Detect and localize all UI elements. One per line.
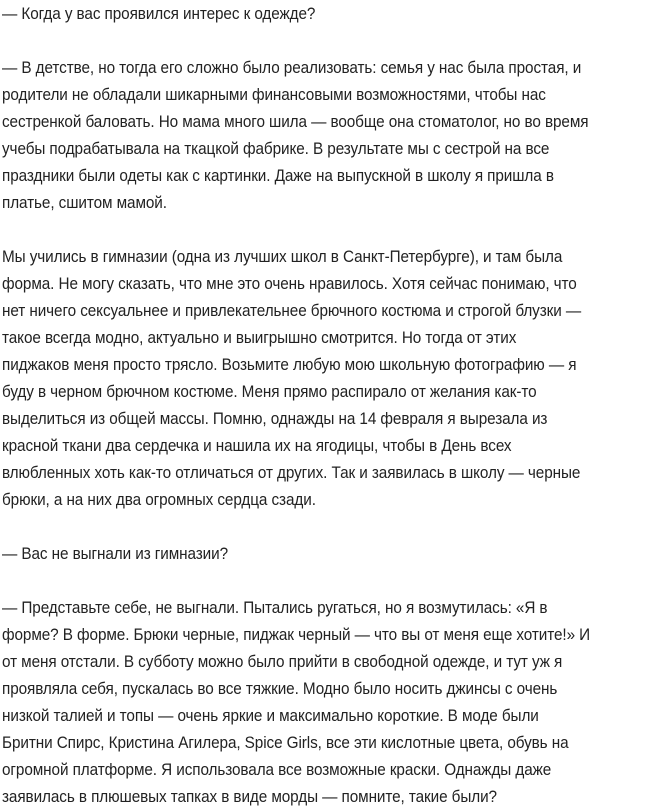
- text-line: нет ничего сексуальнее и привлекательнее брючного костюма и строгой блузки —: [2, 301, 582, 320]
- text-line: Бритни Спирс, Кристина Агилера, Spice Girls, все эти кислотные цвета, обувь на: [2, 733, 569, 752]
- text-line: форма. Не могу сказать, что мне это очень нравилось. Хотя сейчас понимаю, что: [2, 274, 577, 293]
- text-line: — Представьте себе, не выгнали. Пытались ругаться, но я возмутилась: «Я в: [2, 598, 548, 617]
- text-line: проявляла себя, пускалась во все тяжкие. Модно было носить джинсы с очень: [2, 679, 558, 698]
- question-paragraph: [2, 0, 670, 27]
- question-paragraph: [2, 540, 670, 567]
- text-line: — Когда у вас проявился интерес к одежде?: [2, 4, 316, 23]
- text-line: платье, сшитом мамой.: [2, 193, 167, 212]
- text-line: праздники были одеты как с картинки. Даже на выпускной в школу я пришла в: [2, 166, 554, 185]
- text-line: учебы подрабатывала на ткацкой фабрике. В результате мы с сестрой на все: [2, 139, 550, 158]
- text-line: Мы учились в гимназии (одна из лучших школ в Санкт-Петербурге), и там была: [2, 247, 563, 266]
- text-line: пиджаков меня просто трясло. Возьмите любую мою школьную фотографию — я: [2, 355, 577, 374]
- text-line: низкой талией и топы — очень яркие и максимально короткие. В моде были: [2, 706, 539, 725]
- text-line: огромной платформе. Я использовала все возможные краски. Однажды даже: [2, 760, 552, 779]
- text-line: выделиться из общей массы. Помню, однажды на 14 февраля я вырезала из: [2, 409, 548, 428]
- text-line: — Вас не выгнали из гимназии?: [2, 544, 229, 563]
- text-line: брюки, а на них два огромных сердца сзади.: [2, 490, 316, 509]
- text-line: форме? В форме. Брюки черные, пиджак черный — что вы от меня еще хотите!» И: [2, 625, 591, 644]
- body-paragraph: [2, 243, 670, 513]
- text-line: красной ткани два сердечка и нашила их на ягодицы, чтобы в День всех: [2, 436, 512, 455]
- answer-paragraph: [2, 54, 670, 216]
- text-line: буду в черном брючном костюме. Меня прямо распирало от желания как-то: [2, 382, 537, 401]
- text-line: — В детстве, но тогда его сложно было реализовать: семья у нас была простая, и: [2, 58, 582, 77]
- text-line: такое всегда модно, актуально и выигрышно смотрится. Но тогда от этих: [2, 328, 517, 347]
- text-line: сестренкой баловать. Но мама много шила — вообще она стоматолог, но во время: [2, 112, 589, 131]
- text-line: заявилась в плюшевых тапках в виде морды — помните, такие были?: [2, 787, 497, 806]
- text-line: от меня отстали. В субботу можно было прийти в свободной одежде, и тут уж я: [2, 652, 563, 671]
- text-line: родители не обладали шикарными финансовыми возможностями, чтобы нас: [2, 85, 546, 104]
- text-line: влюбленных хоть как-то отличаться от других. Так и заявилась в школу — черные: [2, 463, 581, 482]
- answer-paragraph: [2, 594, 670, 810]
